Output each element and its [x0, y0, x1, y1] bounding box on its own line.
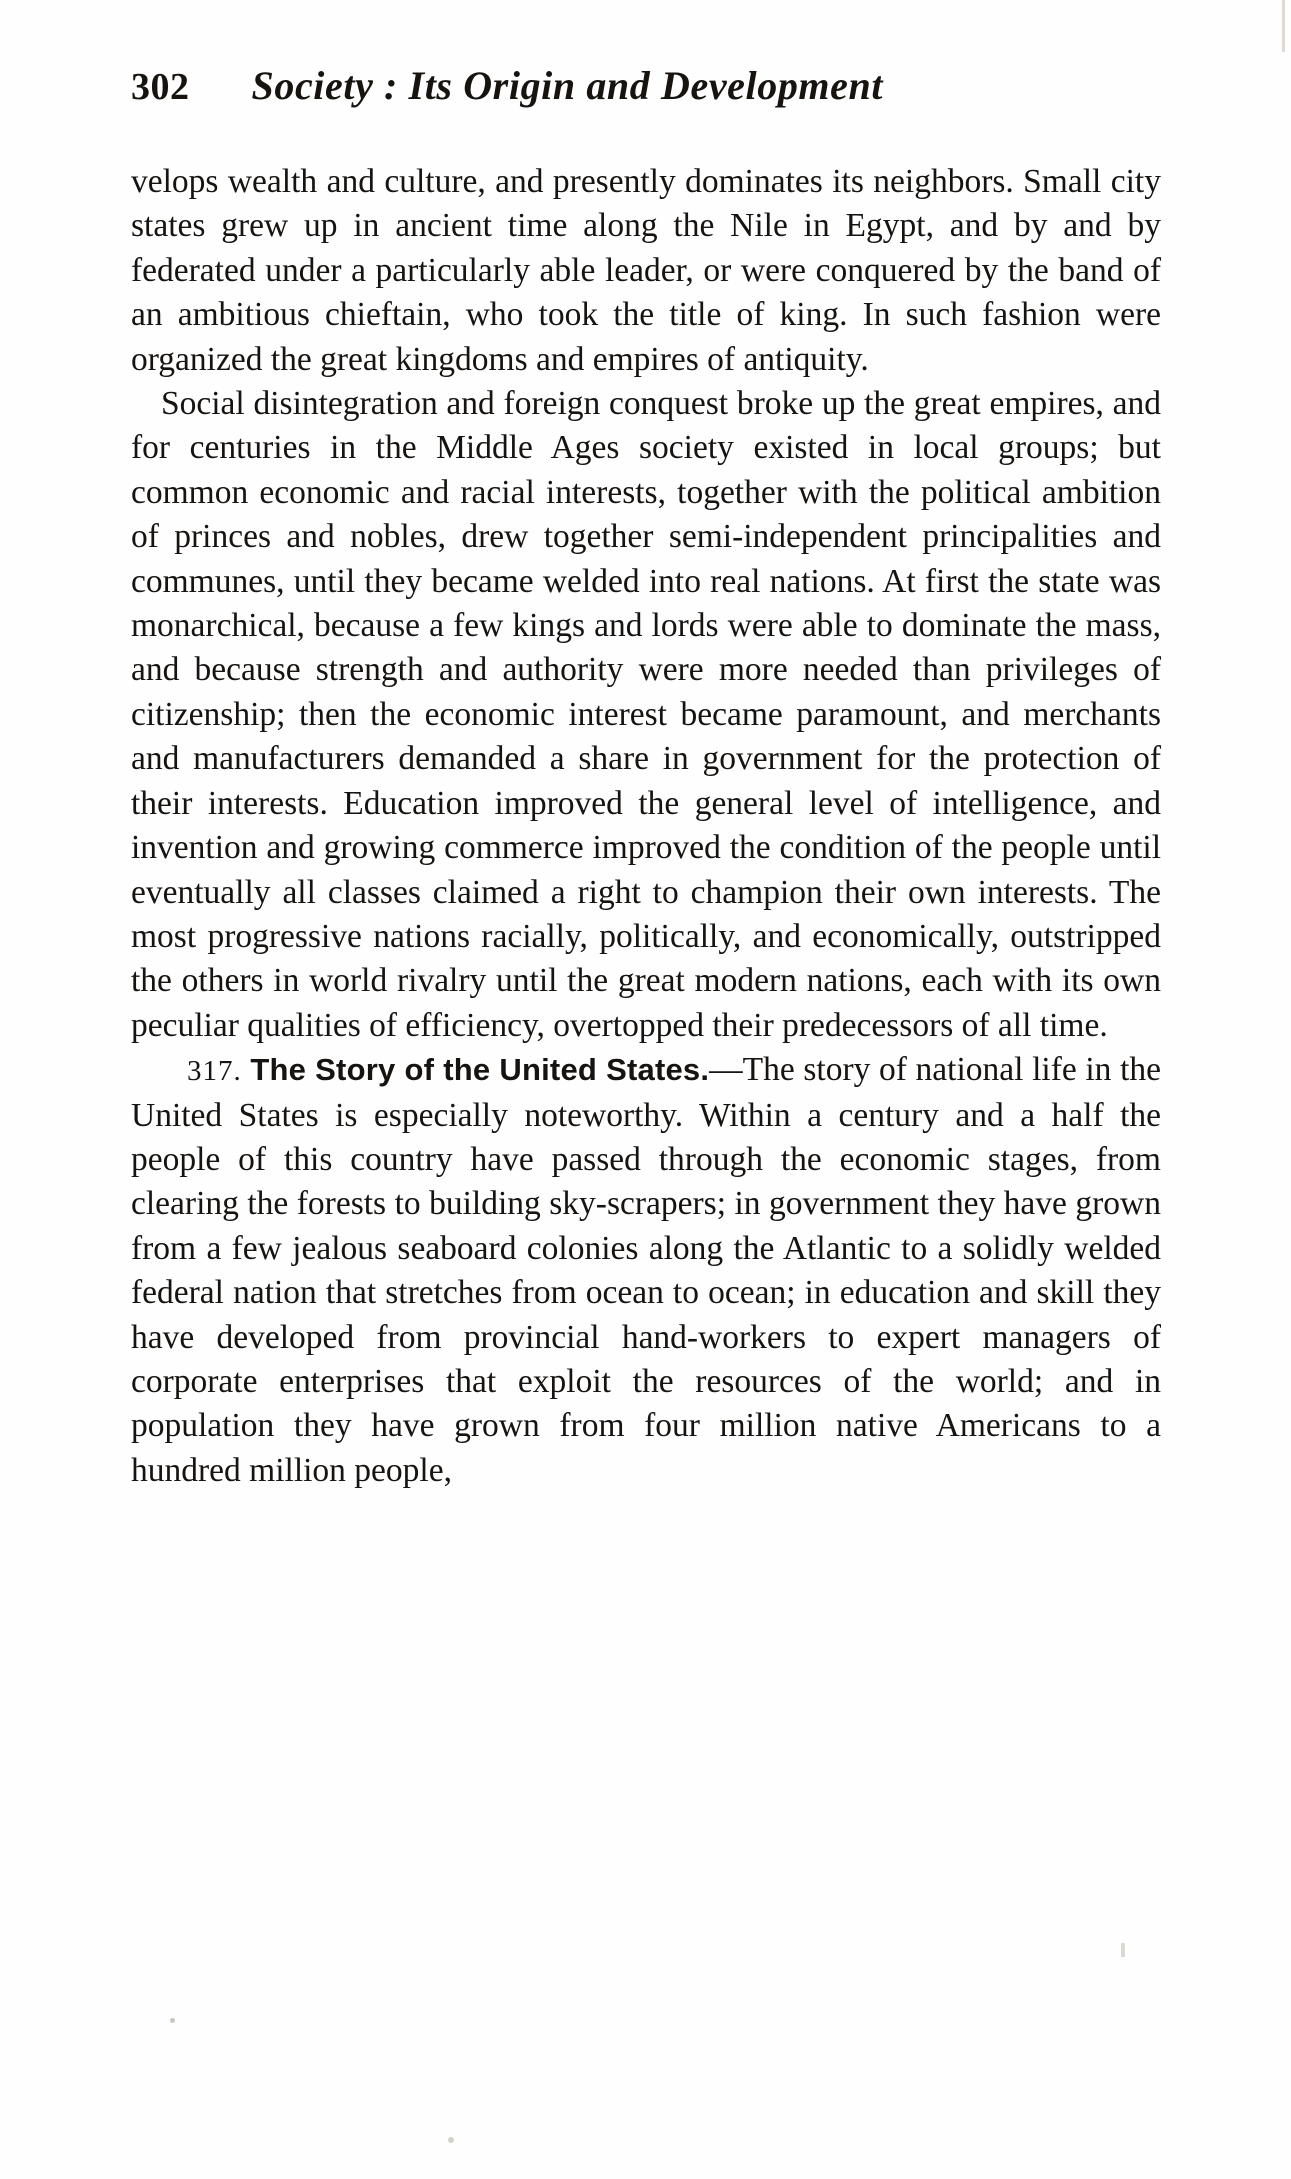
- running-title: Society : Its Origin and Development: [251, 63, 884, 108]
- section-body-text: The story of national life in the United States is especially noteworthy. Within a century and a half the people of this country have passed through the economic stages, from clearing the forests to building sky-scrapers; in government they have grown from a few jealous seaboard colonies along the Atlantic to a solidly welded federal nation that stretches from ocean to ocean; in education and skill they have developed from provincial hand-workers to expert managers of corporate enterprises that exploit the resources of the world; and in population they have grown from four million native Americans to a hundred million people,: [131, 1051, 1161, 1489]
- page-header: [131, 62, 1171, 109]
- paragraph-continued: velops wealth and culture, and presently dominates its neighbors. Small city states grew up in ancient time along the Nile in Egypt, and by and by federated under a particularly able leader, or were conquered by the band of an ambitious chieftain, who took the title of king. In such fashion were organized the great kingdoms and empires of antiquity.: [131, 163, 1161, 378]
- page-body: [131, 160, 1161, 1493]
- section-heading: The Story of the United States.: [250, 1052, 710, 1088]
- section-dash: —: [709, 1051, 743, 1089]
- page-speck-lower-left: [170, 2018, 175, 2023]
- page-edge-mark-top-right: [1282, 0, 1285, 52]
- page-speck-bottom-center: [448, 2137, 454, 2143]
- paragraph-social-disintegration: Social disintegration and foreign conquest broke up the great empires, and for centuries in the Middle Ages society existed in local groups; but common economic and racial interests, together with the political ambition of princes and nobles, drew together semi-independent principalities and communes, until they became welded into real nations. At first the state was monarchical, because a few kings and lords were able to dominate the mass, and because strength and authority were more needed than privileges of citizenship; then the economic interest became paramount, and merchants and manufacturers demanded a share in government for the protection of their interests. Education improved the general level of intelligence, and invention and growing commerce improved the condition of the people until eventually all classes claimed a right to champion their own interests. The most progressive nations racially, politically, and economically, outstripped the others in world rivalry until the great modern nations, each with its own peculiar qualities of efficiency, overtopped their predecessors of all time.: [131, 385, 1161, 1044]
- page-number: 302: [131, 66, 190, 108]
- section-paragraph-317: [131, 1048, 1161, 1493]
- page-speck-lower-right: [1121, 1943, 1125, 1957]
- section-number: 317.: [187, 1055, 242, 1088]
